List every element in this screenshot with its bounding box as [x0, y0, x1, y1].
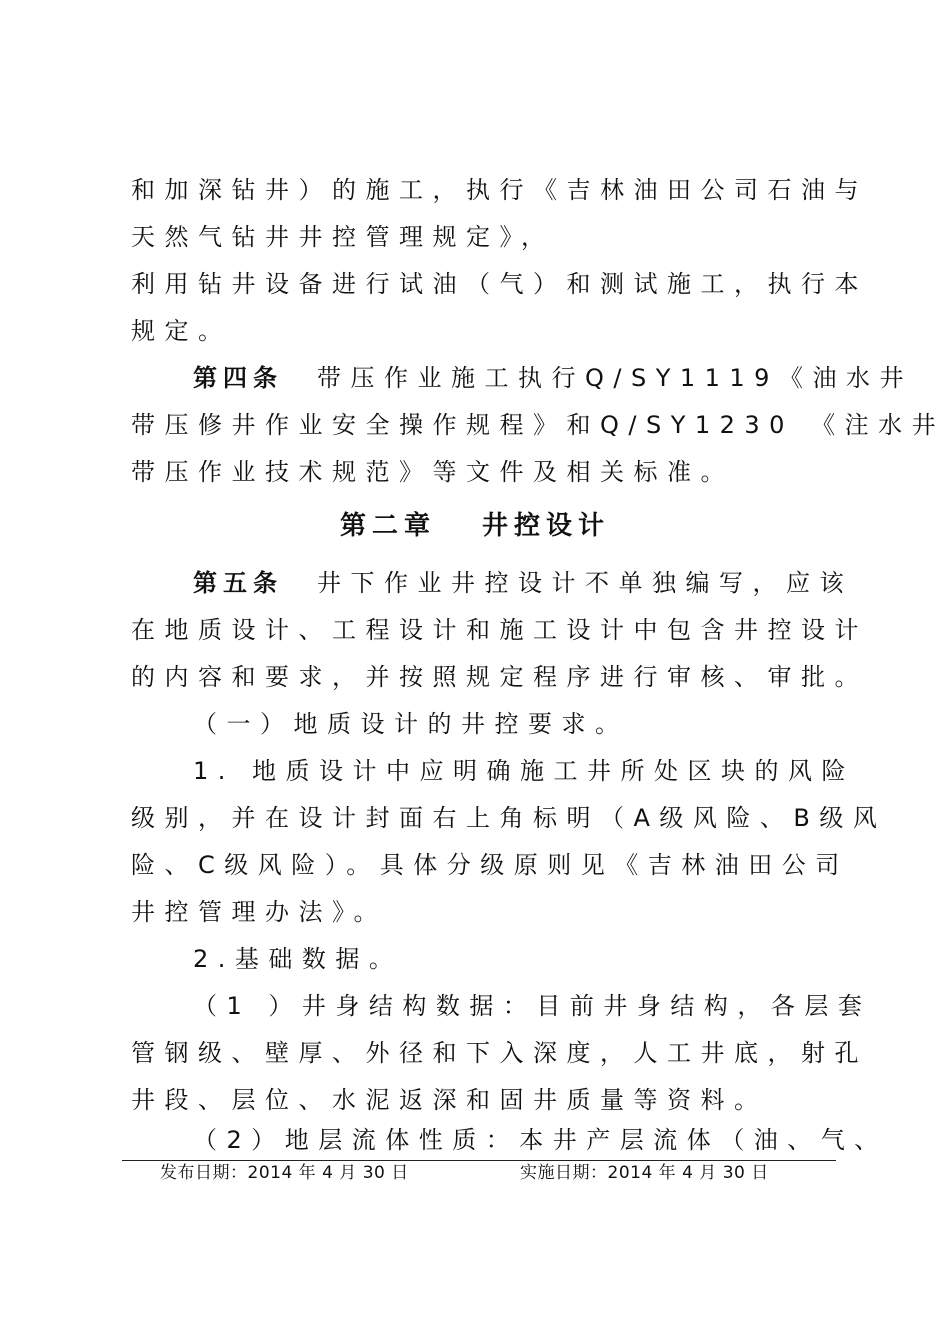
- chapter-title: 井控设计: [482, 511, 611, 541]
- paragraph-line: 的内容和要求，并按照规定程序进行审核、审批。: [131, 663, 868, 691]
- article-5-text: 井下作业井控设计不单独编写，应该: [317, 569, 853, 597]
- implement-date: 实施日期：2014 年 4 月 30 日: [520, 1163, 769, 1183]
- sub-item-2-line: （2）地层流体性质：本井产层流体（油、气、: [193, 1126, 888, 1154]
- paragraph-line: 带压修井作业安全操作规程》和Q/SY1230 《注水井: [131, 411, 946, 439]
- paragraph-line: 管钢级、壁厚、外径和下入深度，人工井底，射孔: [131, 1039, 868, 1067]
- article-5-line: [193, 568, 853, 598]
- paragraph-line: 在地质设计、工程设计和施工设计中包含井控设计: [131, 616, 868, 644]
- section-heading: （一）地质设计的井控要求。: [193, 710, 629, 738]
- paragraph-line: 带压作业技术规范》等文件及相关标准。: [131, 458, 734, 486]
- article-4-text: 带压作业施工执行Q/SY1119《油水井: [317, 364, 913, 392]
- article-4-line: [193, 363, 913, 393]
- chapter-heading: [0, 510, 950, 542]
- publish-date: 发布日期：2014 年 4 月 30 日: [160, 1163, 409, 1183]
- article-4-heading: 第四条: [193, 364, 283, 392]
- paragraph-line: 井段、层位、水泥返深和固井质量等资料。: [131, 1086, 768, 1114]
- paragraph-line: 规定。: [131, 317, 232, 345]
- item-2-line: 2.基础数据。: [193, 945, 403, 973]
- footer-divider: [122, 1160, 836, 1161]
- chapter-number: 第二章: [339, 511, 436, 541]
- sub-item-1-line: （1 ）井身结构数据：目前井身结构，各层套: [193, 992, 872, 1020]
- article-5-heading: 第五条: [193, 569, 283, 597]
- item-1-line: 1. 地质设计中应明确施工井所处区块的风险: [193, 757, 856, 785]
- paragraph-line: 险、C级风险）。具体分级原则见《吉林油田公司: [131, 851, 849, 879]
- paragraph-line: 利用钻井设备进行试油（气）和测试施工，执行本: [131, 270, 868, 298]
- paragraph-line: 和加深钻井）的施工，执行《吉林油田公司石油与: [131, 176, 868, 204]
- paragraph-line: 天然气钻井井控管理规定》，: [131, 223, 555, 251]
- paragraph-line: 级别，并在设计封面右上角标明（A级风险、B级风: [131, 804, 887, 832]
- paragraph-line: 井控管理办法》。: [131, 898, 387, 926]
